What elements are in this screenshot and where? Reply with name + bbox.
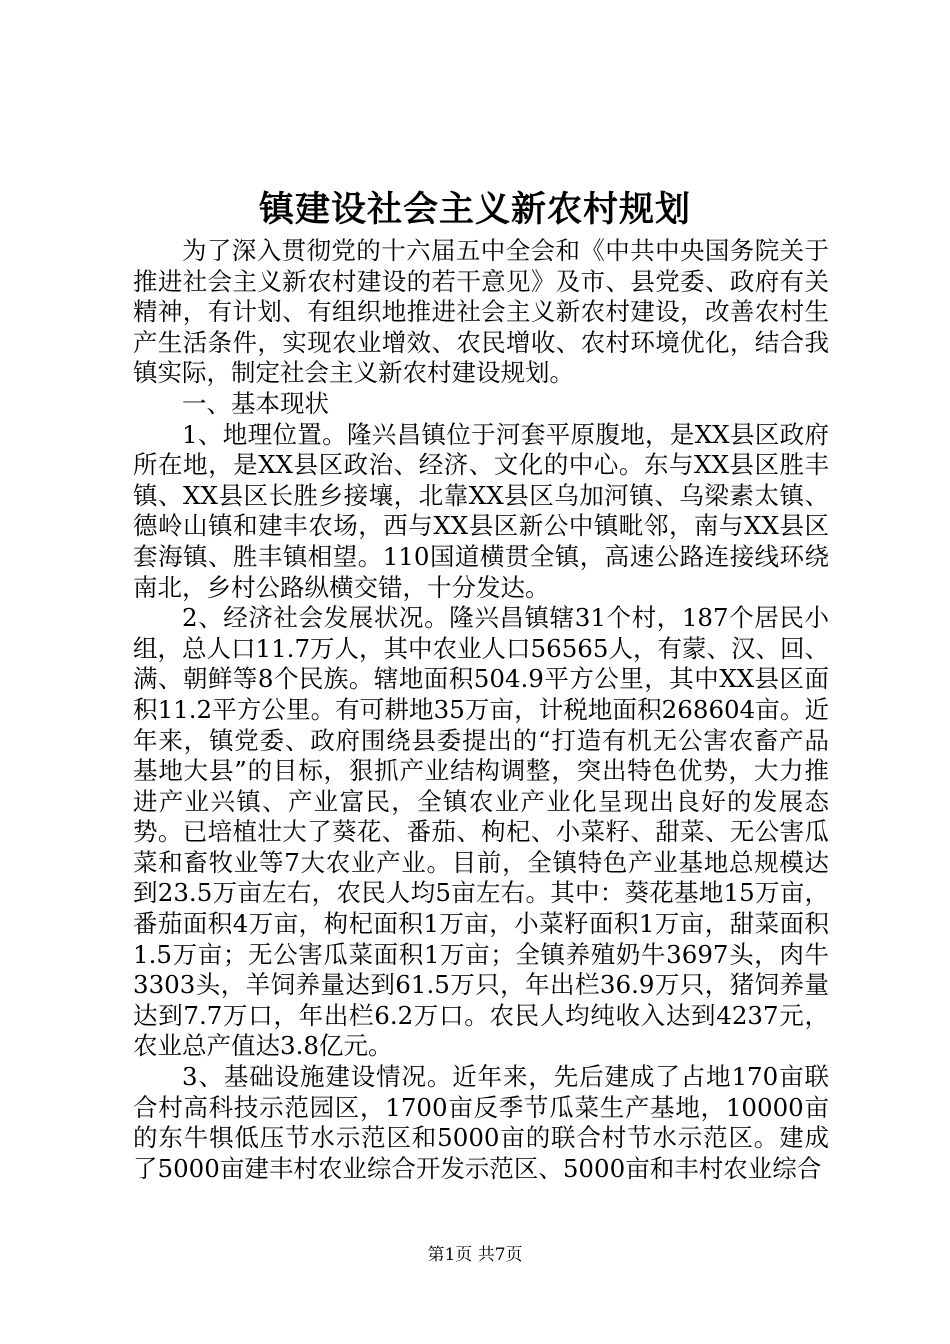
paragraph-geographic-location: 1、地理位置。隆兴昌镇位于河套平原腹地，是XX县区政府所在地，是XX县区政治、经济、文化的中心。东与XX县区胜丰镇、XX县区长胜乡接壤，北靠XX县区乌加河镇、乌梁素太镇、德岭山镇和建丰农场，西与XX县区新公中镇毗邻，南与XX县区套海镇、胜丰镇相望。110国道横贯全镇，高速公路连接线环绕南北，乡村公路纵横交错，十分发达。 — [133, 419, 829, 602]
document-body — [133, 236, 829, 1184]
paragraph-infrastructure: 3、基础设施建设情况。近年来，先后建成了占地170亩联合村高科技示范园区，1700亩反季节瓜菜生产基地，10000亩的东牛犋低压节水示范区和5000亩的联合村节水示范区。建成了5000亩建丰村农业综合开发示范区、5000亩和丰村农业综合 — [133, 1062, 829, 1183]
document-title: 镇建设社会主义新农村规划 — [258, 189, 691, 230]
paragraph-economic-social-status: 2、经济社会发展状况。隆兴昌镇辖31个村，187个居民小组，总人口11.7万人，其中农业人口56565人，有蒙、汉、回、满、朝鲜等8个民族。辖地面积504.9平方公里，其中XX县区面积11.2平方公里。有可耕地35万亩，计税地面积268604亩。近年来，镇党委、政府围绕县委提出的“打造有机无公害农畜产品基地大县”的目标，狠抓产业结构调整，突出特色优势，大力推进产业兴镇、产业富民，全镇农业产业化呈现出良好的发展态势。已培植壮大了葵花、番茄、枸杞、小菜籽、甜菜、无公害瓜菜和畜牧业等7大农业产业。目前，全镇特色产业基地总规模达到23.5万亩左右，农民人均5亩左右。其中：葵花基地15万亩，番茄面积4万亩，枸杞面积1万亩，小菜籽面积1万亩，甜菜面积1.5万亩；无公害瓜菜面积1万亩；全镇养殖奶牛3697头，肉牛3303头，羊饲养量达到61.5万只，年出栏36.9万只，猪饲养量达到7.7万口，年出栏6.2万口。农民人均纯收入达到4237元，农业总产值达3.8亿元。 — [133, 603, 829, 1061]
paragraph-intro: 为了深入贯彻党的十六届五中全会和《中共中央国务院关于推进社会主义新农村建设的若干意见》及市、县党委、政府有关精神，有计划、有组织地推进社会主义新农村建设，改善农村生产生活条件，实现农业增效、农民增收、农村环境优化，结合我镇实际，制定社会主义新农村建设规划。 — [133, 236, 829, 388]
page-footer: 第1页 共7页 — [427, 1245, 523, 1265]
section-heading-basic-status: 一、基本现状 — [182, 388, 329, 418]
